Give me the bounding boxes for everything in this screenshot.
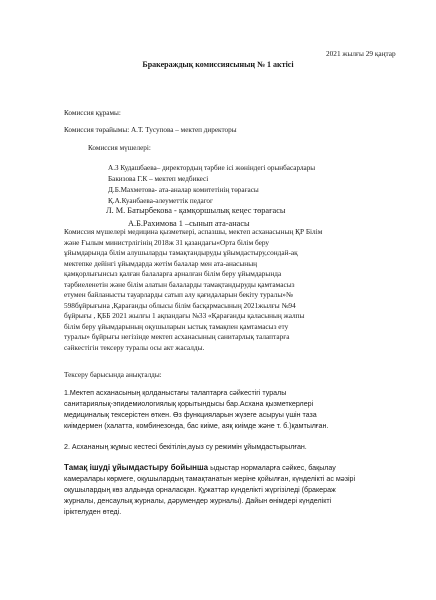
composition-label: Комиссия құрамы: [64, 109, 121, 117]
finding-line: 1.Мектеп асханасының қолданыстағы талаптарға сәйкестігі туралы [64, 389, 287, 397]
members-label: Комиссия мүшелері: [88, 144, 151, 152]
member-item: Бакизова Г.К – мектеп медбикесі [108, 175, 209, 183]
body-line: 598бұйрығына ,Қарағанды облысы білім басқармасының 2021жылғы №94 [64, 300, 296, 310]
finding-line: санитариялық-эпидемиологиялық қорытындысы бар.Асхана қызметкерлері [64, 400, 314, 408]
act-body [64, 227, 400, 353]
body-line: қамқорлығынсыз қалған балаларға арналған білім беру ұйымдарында [64, 269, 282, 278]
body-line: Комиссия мүшелері медицина қызметкері, аспазшы, мектеп асханасының ҚР Білім [64, 227, 323, 236]
catering-line: журналы, денсаулық журналы, дәрумендер журналы). Дайын өнімдері күнделікті [64, 497, 332, 505]
finding-2: 2. Асхананың жұмыс кестесі бекітілін,ауыз су режимін ұйымдастырылған. [64, 443, 307, 451]
finding-1 [64, 388, 404, 432]
finding-line: медициналық тексерістен өткен. Өз функцияларын жүзеге асыруы үшін таза [64, 411, 317, 419]
findings-label: Тексеру барысында анықталды: [64, 371, 162, 379]
body-line: ұйымдарында білім алушыларды тамақтандыруды ұйымдастыру,сондай-ақ [64, 248, 298, 257]
document-date: 2021 жылғы 29 қаңтар [326, 49, 396, 58]
body-line: және Ғылым министрлігінің 2018ж 31 қазандағы«Орта білім беру [64, 237, 270, 247]
body-line: туралы» бұйрығы негізінде мектеп асханасының санитарлық талаптарға [64, 332, 290, 341]
member-item: А.З Кудашбаева– директордың тәрбие ісі жөніндегі орынбасарлары [108, 164, 316, 172]
member-item: Д.Б.Махметова- ата-аналар комитетінің төрағасы [108, 186, 259, 194]
catering-line: камералары көрмеге, оқушылардың тамақтанатын жеріне қойылған, күнделікті ас мәзірі [64, 475, 356, 483]
catering-first-rest: ыдыстар нормаларға сәйкес, бақылау [208, 464, 336, 472]
document-title: Бракераждық комиссиясының № 1 актісі [142, 60, 294, 69]
body-line: бұйрығы , ҚББ 2021 жылғы 1 ақпандағы №33 «Қарағанды қаласының жалпы [64, 311, 305, 320]
member-item: Қ.А.Куанбаева-әлеуметтік педагог [108, 197, 213, 205]
body-line: мектепке дейінгі ұйымдарда жетім балалар мен ата-анасының [64, 258, 258, 268]
catering-lead: Тамақ ішуді ұйымдастыру бойынша [64, 463, 209, 472]
body-line: тәрбиеленетін және білім алатын балаларды тамақтандыруды қамтамасыз [64, 279, 295, 289]
body-line: етумен байланысты тауарларды сатып алу қағидаларын бекіту туралы»№ [64, 290, 293, 299]
body-line: сәйкестігін тексеру туралы осы акт жасалды. [64, 342, 205, 352]
member-item: Л. М. Батырбекова - қамқоршылық кеңес төрағасы [106, 206, 286, 215]
member-item: А.Б.Рахимова 1 –сынып ата-анасы [128, 219, 250, 228]
body-line: білім беру ұйымдарының оқушыларын ыстық тамақпен қамтамасыз ету [64, 321, 289, 331]
chair-line: Комиссия төрайымы: А.Т. Тусупова – мектеп директоры [64, 126, 237, 134]
catering-line: іріктелуден өтеді. [64, 508, 122, 516]
catering-line: оқушылардың көз алдында орналасқан. Құжаттар күнделікті жүргізіледі (бракераж [64, 486, 336, 494]
catering-section [64, 462, 404, 518]
finding-line: киімдермен (халатта, комбинезонда, бас киіме, аяқ киімде және т. б.)қамтылған. [64, 422, 329, 430]
catering-first-line [64, 462, 404, 474]
